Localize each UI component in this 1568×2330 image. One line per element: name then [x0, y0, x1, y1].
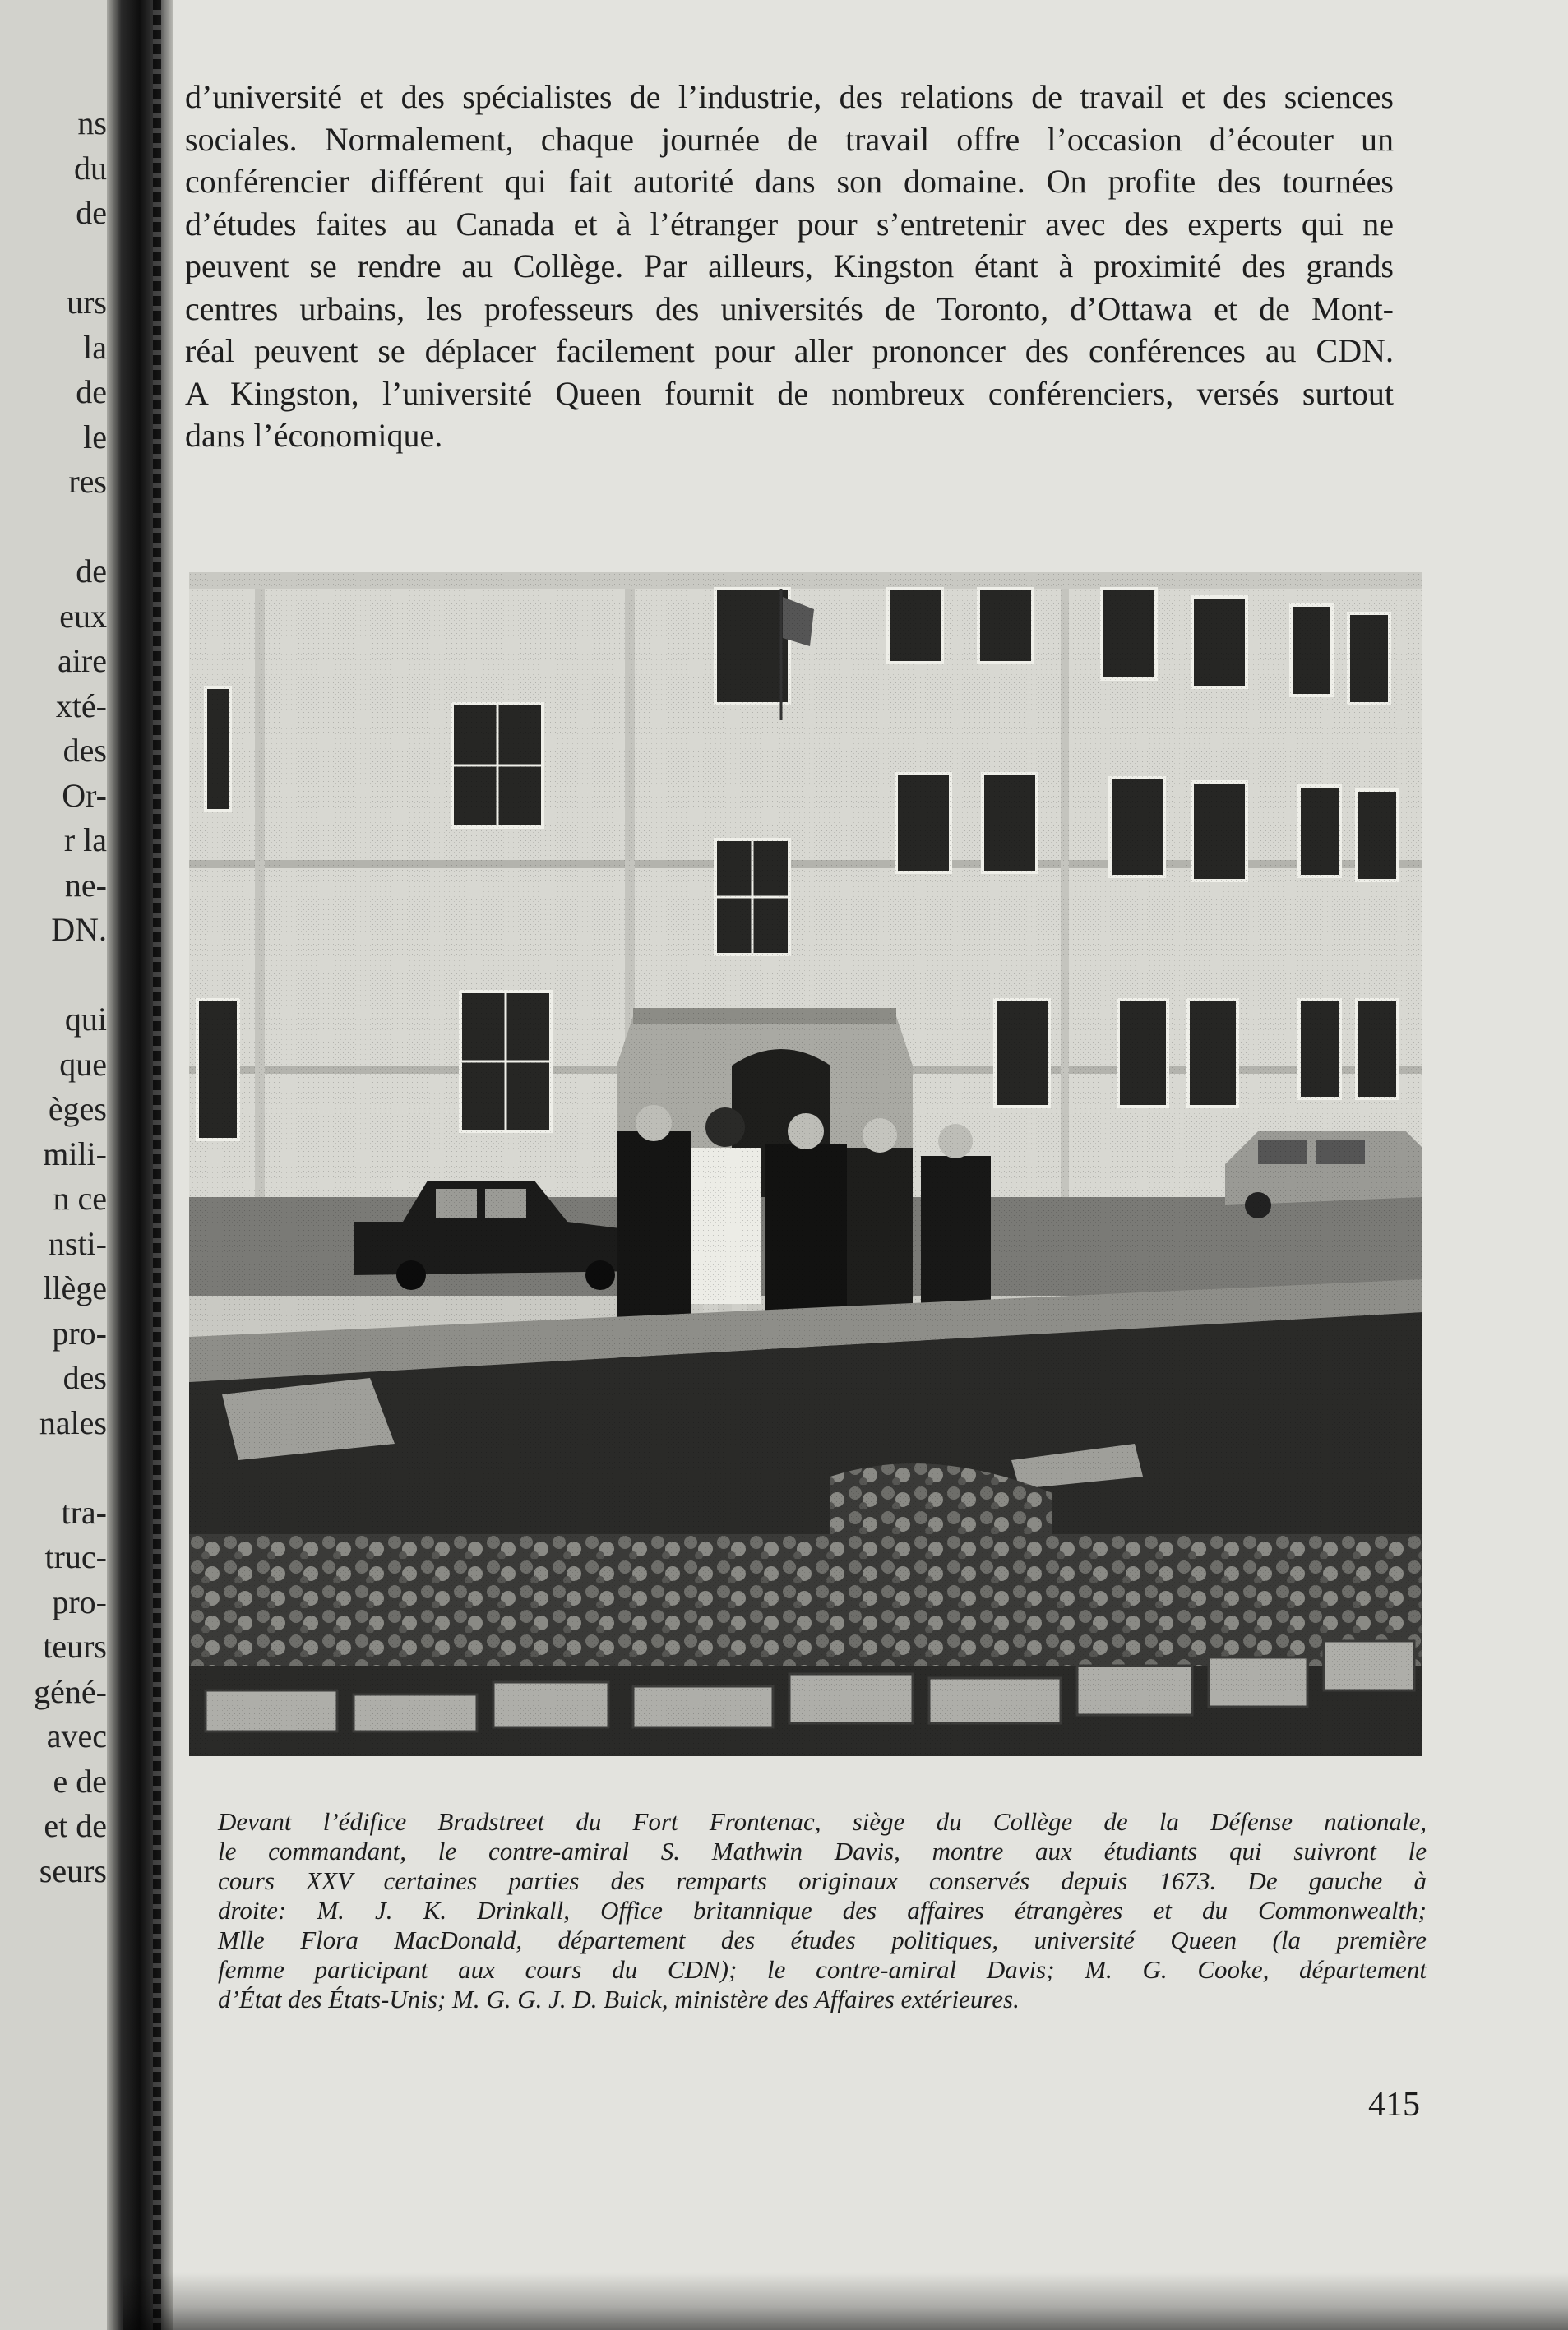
- facing-page-fragment: r la: [63, 821, 107, 858]
- book-gutter: [107, 0, 173, 2330]
- body-line: A Kingston, l’université Queen fournit de nombreux conférenciers, versés surtout: [185, 374, 1394, 412]
- caption-line: Mlle Flora MacDonald, département des études politiques, université Queen (la première: [218, 1925, 1427, 1954]
- caption-line: d’État des États-Unis; M. G. G. J. D. Buick, ministère des Affaires extérieures.: [218, 1985, 1020, 2013]
- facing-page-fragment: nales: [39, 1403, 107, 1441]
- facing-page-fragment: èges: [48, 1090, 107, 1127]
- body-line: dans l’économique.: [185, 417, 443, 454]
- facing-page-fragment: et de: [44, 1807, 107, 1844]
- facing-page-fragment: pro-: [52, 1583, 107, 1620]
- facing-page-fragment: DN.: [51, 911, 107, 948]
- facing-page-fragment: e de: [53, 1762, 107, 1800]
- caption-line: le commandant, le contre-amiral S. Mathwin Davis, montre aux étudiants qui suivront le: [218, 1837, 1427, 1865]
- facing-page-fragment: ns: [77, 104, 107, 141]
- facing-page-fragment: truc-: [44, 1538, 107, 1575]
- body-line: réal peuvent se déplacer facilement pour aller prononcer des conférences au CDN.: [185, 332, 1394, 369]
- body-paragraph: [185, 76, 1394, 457]
- facing-page-fragment: Or-: [62, 776, 107, 814]
- building-photograph: [189, 572, 1422, 1756]
- facing-page-fragment: teurs: [43, 1628, 107, 1665]
- facing-page-fragment: avec: [46, 1717, 107, 1754]
- facing-page-fragment: mili-: [43, 1135, 107, 1172]
- scan-shadow: [123, 2272, 1568, 2330]
- body-line: conférencier différent qui fait autorité dans son domaine. On profite des tournées: [185, 163, 1394, 200]
- facing-page-fragment: urs: [67, 284, 107, 321]
- body-line: centres urbains, les professeurs des universités de Toronto, d’Ottawa et de Mont-: [185, 289, 1394, 327]
- caption-line: Devant l’édifice Bradstreet du Fort Frontenac, siège du Collège de la Défense nationale,: [218, 1807, 1427, 1836]
- facing-page-fragment: que: [59, 1045, 107, 1083]
- facing-page-fragment: géné-: [34, 1672, 107, 1710]
- facing-page-fragment: xté-: [55, 687, 107, 724]
- facing-page-fragment: aire: [58, 642, 107, 679]
- caption-line: femme participant aux cours du CDN); le contre-amiral Davis; M. G. Cooke, département: [218, 1955, 1427, 1984]
- facing-page-fragment: qui: [64, 1001, 107, 1038]
- page-edge-binding: [153, 0, 161, 2330]
- page-number: 415: [1368, 2086, 1420, 2124]
- facing-page-fragment: seurs: [39, 1852, 107, 1889]
- photo-illustration: [189, 572, 1422, 1756]
- facing-page-fragment: res: [68, 463, 107, 500]
- body-line: sociales. Normalement, chaque journée de travail offre l’occasion d’écouter un: [185, 120, 1394, 158]
- facing-page-fragment: des: [62, 732, 107, 769]
- facing-page-fragment: des: [62, 1359, 107, 1396]
- facing-page-fragment: du: [74, 149, 107, 187]
- facing-page-fragment: tra-: [61, 1493, 107, 1531]
- body-line: d’université et des spécialistes de l’industrie, des relations de travail et des sciences: [185, 78, 1394, 115]
- facing-page-fragment: ne-: [64, 866, 107, 904]
- body-line: d’études faites au Canada et à l’étranger pour s’entretenir avec des experts qui ne: [185, 205, 1394, 243]
- facing-page-fragment: n ce: [53, 1180, 107, 1217]
- facing-page-fragment: la: [83, 328, 107, 366]
- facing-page-fragment: nsti-: [48, 1224, 107, 1262]
- facing-page-edge: [0, 0, 122, 2330]
- facing-page-fragment: de: [76, 194, 107, 231]
- facing-page-fragment: de: [76, 373, 107, 410]
- facing-page-fragment: llège: [43, 1269, 107, 1306]
- body-line: peuvent se rendre au Collège. Par ailleurs, Kingston étant à proximité des grands: [185, 247, 1394, 284]
- photo-caption: [218, 1807, 1427, 2014]
- facing-page-fragment: pro-: [52, 1314, 107, 1352]
- facing-page-fragment: de: [76, 552, 107, 589]
- facing-page-fragment: le: [83, 418, 107, 455]
- caption-line: cours XXV certaines parties des remparts originaux conservés depuis 1673. De gauche à: [218, 1866, 1427, 1895]
- caption-line: droite: M. J. K. Drinkall, Office britannique des affaires étrangères et du Commonwealth;: [218, 1896, 1427, 1925]
- facing-page-fragment: eux: [59, 597, 107, 635]
